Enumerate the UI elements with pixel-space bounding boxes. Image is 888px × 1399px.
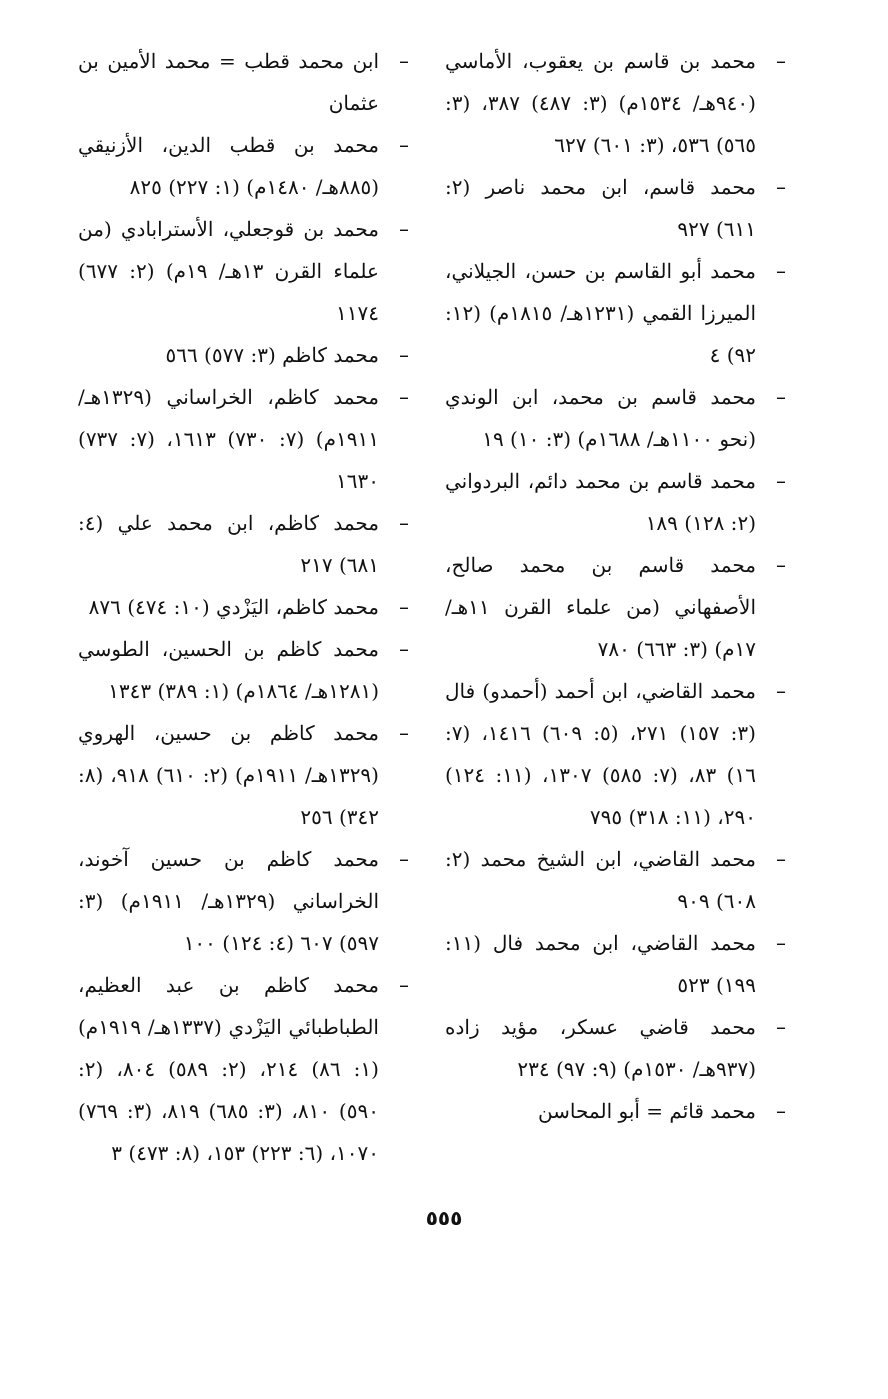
index-entry-text: محمد كاظم بن حسين آخوند، الخراساني (١٣٢٩هـ/ ١٩١١م) (٣: ٥٩٧) ٦٠٧ (٤: ١٢٤) ١٠٠ xyxy=(78,847,379,955)
entry-dash: – xyxy=(399,637,409,661)
index-entry xyxy=(78,502,413,586)
index-entry xyxy=(78,838,413,964)
entry-dash: – xyxy=(399,385,409,409)
index-entry xyxy=(445,166,790,250)
index-entry-text: محمد القاضي، ابن الشيخ محمد (٢: ٦٠٨) ٩٠٩ xyxy=(445,847,756,913)
index-entry xyxy=(78,124,413,208)
index-entry xyxy=(445,40,790,166)
entry-dash: – xyxy=(776,553,786,577)
entry-dash: – xyxy=(776,385,786,409)
entry-dash: – xyxy=(399,217,409,241)
page-number: ٥٥٥ xyxy=(425,1206,463,1230)
entry-dash: – xyxy=(399,133,409,157)
index-entry-text: محمد بن قطب الدين، الأزنيقي (٨٨٥هـ/ ١٤٨٠م) (١: ٢٢٧) ٨٢٥ xyxy=(78,133,379,199)
entry-dash: – xyxy=(399,511,409,535)
entry-dash: – xyxy=(776,49,786,73)
index-entry-text: محمد كاظم بن الحسين، الطوسي (١٢٨١هـ/ ١٨٦٤م) (١: ٣٨٩) ١٣٤٣ xyxy=(78,637,379,703)
index-entry-text: محمد أبو القاسم بن حسن، الجيلاني، الميرزا القمي (١٢٣١هـ/ ١٨١٥م) (١٢: ٩٢) ٤ xyxy=(445,259,756,367)
index-entry xyxy=(78,964,413,1174)
entry-dash: – xyxy=(399,595,409,619)
entry-dash: – xyxy=(399,847,409,871)
index-entry xyxy=(78,40,413,124)
entry-dash: – xyxy=(776,259,786,283)
index-entry-text: محمد كاظم، ابن محمد علي (٤: ٦٨١) ٢١٧ xyxy=(78,511,379,577)
entry-dash: – xyxy=(776,931,786,955)
index-entry xyxy=(445,922,790,1006)
entry-dash: – xyxy=(399,49,409,73)
index-entry xyxy=(445,1006,790,1090)
index-entry-text: محمد قاسم بن محمد صالح، الأصفهاني (من علماء القرن ١١هـ/ ١٧م) (٣: ٦٦٣) ٧٨٠ xyxy=(445,553,756,661)
index-entry xyxy=(78,334,413,376)
index-entry xyxy=(445,1090,790,1132)
index-entry-text: محمد قاسم، ابن محمد ناصر (٢: ٦١١) ٩٢٧ xyxy=(445,175,756,241)
entry-dash: – xyxy=(399,973,409,997)
entry-dash: – xyxy=(399,721,409,745)
index-entry xyxy=(445,838,790,922)
index-entry xyxy=(78,586,413,628)
entry-dash: – xyxy=(776,1099,786,1123)
index-entry-text: محمد كاظم (٣: ٥٧٧) ٥٦٦ xyxy=(165,343,379,367)
index-entry-text: محمد بن قوجعلي، الأسترابادي (من علماء القرن ١٣هـ/ ١٩م) (٢: ٦٧٧) ١١٧٤ xyxy=(78,217,379,325)
index-entry-text: محمد كاظم، الخراساني (١٣٢٩هـ/ ١٩١١م) (٧: ٧٣٠) ١٦١٣، (٧: ٧٣٧) ١٦٣٠ xyxy=(78,385,379,493)
index-entry-text: محمد قاضي عسكر، مؤيد زاده (٩٣٧هـ/ ١٥٣٠م) (٩: ٩٧) ٢٣٤ xyxy=(445,1015,756,1081)
index-entry-text: ابن محمد قطب = محمد الأمين بن عثمان xyxy=(78,49,379,115)
index-column-right xyxy=(445,40,790,1132)
index-entry xyxy=(78,208,413,334)
entry-dash: – xyxy=(776,469,786,493)
entry-dash: – xyxy=(776,1015,786,1039)
index-entry xyxy=(78,628,413,712)
index-entry xyxy=(78,712,413,838)
index-entry xyxy=(445,670,790,838)
index-entry-text: محمد القاضي، ابن أحمد (أحمدو) فال (٣: ١٥٧) ٢٧١، (٥: ٦٠٩) ١٤١٦، (٧: ١٦) ٨٣، (٧: ٥٨٥) ١٣٠٧، (١١: ١٢٤) ٢٩٠، (١١: ٣١٨) ٧٩٥ xyxy=(445,679,756,829)
index-entry-text: محمد قاسم بن محمد دائم، البردواني (٢: ١٢٨) ١٨٩ xyxy=(445,469,756,535)
index-entry-text: محمد قاسم بن محمد، ابن الوندي (نحو ١١٠٠هـ/ ١٦٨٨م) (٣: ١٠) ١٩ xyxy=(445,385,756,451)
index-entry xyxy=(445,460,790,544)
entry-dash: – xyxy=(776,679,786,703)
index-entry-text: محمد كاظم بن حسين، الهروي (١٣٢٩هـ/ ١٩١١م) (٢: ٦١٠) ٩١٨، (٨: ٣٤٢) ٢٥٦ xyxy=(78,721,379,829)
index-column-left xyxy=(78,40,413,1174)
index-entry-text: محمد كاظم، اليَزْدي (١٠: ٤٧٤) ٨٧٦ xyxy=(88,595,379,619)
index-entry-text: محمد كاظم بن عبد العظيم، الطباطبائي اليَزْدي (١٣٣٧هـ/ ١٩١٩م) (١: ٨٦) ٢١٤، (٢: ٥٨٩) ٨٠٤، (٢: ٥٩٠) ٨١٠، (٣: ٦٨٥) ٨١٩، (٣: ٧٦٩) ١٠٧٠، (٦: ٢٢٣) ١٥٣، (٨: ٤٧٣) ٣ xyxy=(78,973,379,1165)
index-entry-text: محمد قائم = أبو المحاسن xyxy=(537,1099,756,1123)
index-entry xyxy=(445,544,790,670)
index-entry xyxy=(78,376,413,502)
entry-dash: – xyxy=(776,847,786,871)
entry-dash: – xyxy=(776,175,786,199)
entry-dash: – xyxy=(399,343,409,367)
index-entry xyxy=(445,376,790,460)
index-entry-text: محمد بن قاسم بن يعقوب، الأماسي (٩٤٠هـ/ ١٥٣٤م) (٣: ٤٨٧) ٣٨٧، (٣: ٥٦٥) ٥٣٦، (٣: ٦٠١) ٦٢٧ xyxy=(445,49,756,157)
index-entry-text: محمد القاضي، ابن محمد فال (١١: ١٩٩) ٥٢٣ xyxy=(445,931,756,997)
index-entry xyxy=(445,250,790,376)
